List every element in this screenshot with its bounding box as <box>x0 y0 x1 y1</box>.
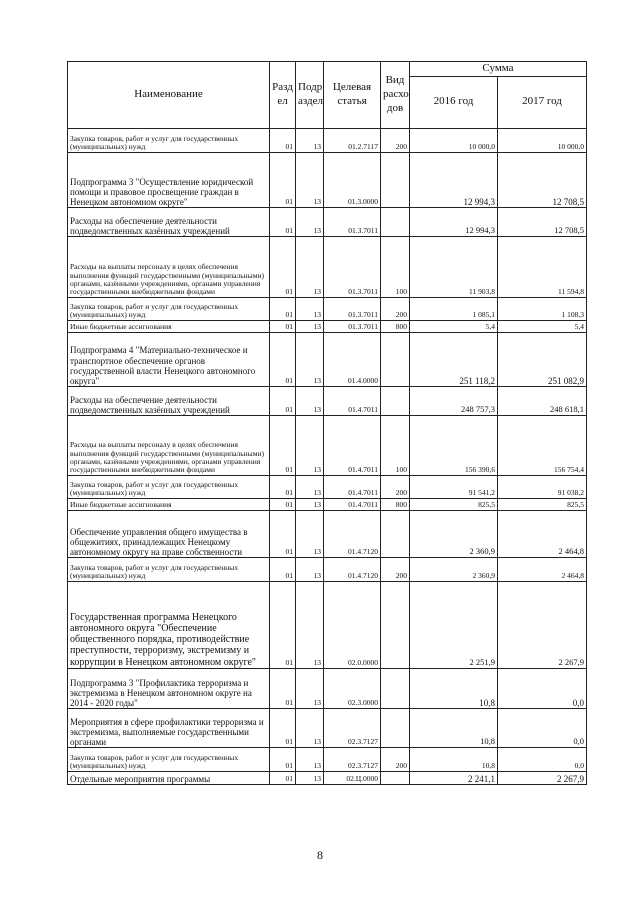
table-row <box>68 668 587 708</box>
cell-sum-2016: 10 000,0 <box>410 128 498 152</box>
table-row <box>68 320 587 332</box>
cell-expense-type: 200 <box>381 128 410 152</box>
table-body <box>68 128 587 784</box>
cell-section: 01 <box>270 236 296 297</box>
cell-subsection: 13 <box>296 332 324 386</box>
cell-sum-2017: 12 708,5 <box>498 207 587 236</box>
cell-target-article: 01.4.7120 <box>324 557 381 581</box>
cell-expense-type: 100 <box>381 236 410 297</box>
cell-sum-2016: 91 541,2 <box>410 475 498 498</box>
table-row <box>68 415 587 475</box>
cell-sum-2017: 2 267,9 <box>498 771 587 784</box>
cell-sum-2016: 11 903,8 <box>410 236 498 297</box>
header-year-2016: 2016 год <box>410 76 498 128</box>
cell-section: 01 <box>270 207 296 236</box>
cell-section: 01 <box>270 415 296 475</box>
cell-expense-type <box>381 510 410 557</box>
cell-name: Расходы на выплаты персоналу в целях обеспечения выполнения функций государственными (муниципальными) органами, казёнными учреждениями, органами управления государственными внебюджетными фондами <box>68 415 270 475</box>
cell-subsection: 13 <box>296 498 324 510</box>
cell-subsection: 13 <box>296 747 324 771</box>
table-row <box>68 475 587 498</box>
cell-target-article: 01.4.0000 <box>324 332 381 386</box>
cell-subsection: 13 <box>296 152 324 207</box>
table-row <box>68 557 587 581</box>
cell-name: Иные бюджетные ассигнования <box>68 320 270 332</box>
cell-target-article: 01.4.7011 <box>324 498 381 510</box>
table-row <box>68 708 587 747</box>
cell-name: Иные бюджетные ассигнования <box>68 498 270 510</box>
cell-sum-2017: 5,4 <box>498 320 587 332</box>
cell-sum-2016: 10,8 <box>410 747 498 771</box>
cell-sum-2016: 10,8 <box>410 668 498 708</box>
cell-target-article: 02.3.7127 <box>324 708 381 747</box>
cell-sum-2016: 2 360,9 <box>410 510 498 557</box>
cell-section: 01 <box>270 668 296 708</box>
cell-name: Закупка товаров, работ и услуг для государственных (муниципальных) нужд <box>68 128 270 152</box>
cell-expense-type <box>381 207 410 236</box>
cell-section: 01 <box>270 297 296 320</box>
cell-section: 01 <box>270 771 296 784</box>
cell-sum-2016: 10,8 <box>410 708 498 747</box>
cell-sum-2016: 825,5 <box>410 498 498 510</box>
cell-expense-type: 200 <box>381 297 410 320</box>
cell-sum-2017: 0,0 <box>498 708 587 747</box>
cell-target-article: 01.4.7011 <box>324 415 381 475</box>
cell-section: 01 <box>270 510 296 557</box>
table-row <box>68 297 587 320</box>
cell-expense-type <box>381 386 410 415</box>
cell-target-article: 01.4.7011 <box>324 475 381 498</box>
cell-sum-2016: 251 118,2 <box>410 332 498 386</box>
cell-expense-type <box>381 332 410 386</box>
cell-subsection: 13 <box>296 668 324 708</box>
cell-subsection: 13 <box>296 386 324 415</box>
cell-sum-2016: 248 757,3 <box>410 386 498 415</box>
cell-subsection: 13 <box>296 557 324 581</box>
table-row <box>68 207 587 236</box>
cell-subsection: 13 <box>296 297 324 320</box>
cell-section: 01 <box>270 386 296 415</box>
cell-sum-2017: 248 618,1 <box>498 386 587 415</box>
cell-sum-2017: 825,5 <box>498 498 587 510</box>
table-row <box>68 152 587 207</box>
cell-expense-type <box>381 708 410 747</box>
budget-table <box>67 61 587 785</box>
cell-target-article: 01.2.7117 <box>324 128 381 152</box>
cell-sum-2016: 156 390,6 <box>410 415 498 475</box>
cell-target-article: 01.3.7011 <box>324 297 381 320</box>
table-row <box>68 386 587 415</box>
cell-sum-2017: 12 708,5 <box>498 152 587 207</box>
cell-target-article: 01.3.7011 <box>324 236 381 297</box>
cell-expense-type: 200 <box>381 747 410 771</box>
cell-sum-2016: 2 241,1 <box>410 771 498 784</box>
header-target: Целевая статья <box>324 62 381 129</box>
cell-sum-2016: 12 994,3 <box>410 152 498 207</box>
cell-target-article: 01.4.7120 <box>324 510 381 557</box>
cell-subsection: 13 <box>296 708 324 747</box>
table-row <box>68 771 587 784</box>
cell-section: 01 <box>270 332 296 386</box>
cell-sum-2017: 11 594,8 <box>498 236 587 297</box>
cell-name: Расходы на обеспечение деятельности подведомственных казённых учреждений <box>68 386 270 415</box>
cell-name: Расходы на выплаты персоналу в целях обеспечения выполнения функций государственными (муниципальными) органами, казёнными учреждениями, органами управления государственными внебюджетными фондами <box>68 236 270 297</box>
cell-sum-2017: 251 082,9 <box>498 332 587 386</box>
cell-target-article: 01.3.7011 <box>324 207 381 236</box>
cell-name: Подпрограмма 4 "Материально-техническое и транспортное обеспечение органов государственной власти Ненецкого автономного округа" <box>68 332 270 386</box>
header-name: Наименование <box>68 62 270 129</box>
cell-name: Мероприятия в сфере профилактики терроризма и экстремизма, выполняемые государственными органами <box>68 708 270 747</box>
table-row <box>68 498 587 510</box>
cell-expense-type <box>381 668 410 708</box>
cell-expense-type: 200 <box>381 475 410 498</box>
cell-name: Государственная программа Ненецкого автономного округа "Обеспечение общественного порядка, противодействие преступности, терроризму, экстремизму и коррупции в Ненецком автономном округе" <box>68 581 270 668</box>
cell-expense-type: 800 <box>381 498 410 510</box>
header-year-2017: 2017 год <box>498 76 587 128</box>
cell-sum-2017: 91 038,2 <box>498 475 587 498</box>
cell-name: Закупка товаров, работ и услуг для государственных (муниципальных) нужд <box>68 747 270 771</box>
cell-subsection: 13 <box>296 207 324 236</box>
cell-sum-2016: 1 085,1 <box>410 297 498 320</box>
cell-section: 01 <box>270 747 296 771</box>
cell-name: Подпрограмма 3 "Профилактика терроризма и экстремизма в Ненецком автономном округе на 2014 - 2020 годы" <box>68 668 270 708</box>
cell-target-article: 01.4.7011 <box>324 386 381 415</box>
cell-target-article: 02.3.7127 <box>324 747 381 771</box>
cell-subsection: 13 <box>296 128 324 152</box>
table-row <box>68 510 587 557</box>
cell-section: 01 <box>270 128 296 152</box>
cell-name: Обеспечение управления общего имущества в общежитиях, принадлежащих Ненецкому автономному округу на праве собственности <box>68 510 270 557</box>
header-type: Вид расхо дов <box>381 62 410 129</box>
cell-sum-2016: 5,4 <box>410 320 498 332</box>
table-row <box>68 128 587 152</box>
header-sum: Сумма <box>410 62 587 77</box>
cell-target-article: 01.3.0000 <box>324 152 381 207</box>
cell-target-article: 02.Ц.0000 <box>324 771 381 784</box>
cell-sum-2017: 10 000,0 <box>498 128 587 152</box>
cell-sum-2016: 2 360,9 <box>410 557 498 581</box>
cell-expense-type <box>381 581 410 668</box>
cell-section: 01 <box>270 581 296 668</box>
cell-expense-type: 100 <box>381 415 410 475</box>
cell-sum-2016: 12 994,3 <box>410 207 498 236</box>
cell-expense-type: 800 <box>381 320 410 332</box>
table-row <box>68 581 587 668</box>
cell-sum-2017: 0,0 <box>498 747 587 771</box>
header-subsection: Подр аздел <box>296 62 324 129</box>
cell-name: Расходы на обеспечение деятельности подведомственных казённых учреждений <box>68 207 270 236</box>
cell-subsection: 13 <box>296 236 324 297</box>
cell-sum-2017: 2 267,9 <box>498 581 587 668</box>
cell-subsection: 13 <box>296 415 324 475</box>
cell-target-article: 02.3.0000 <box>324 668 381 708</box>
cell-name: Подпрограмма 3 "Осуществление юридической помощи и правовое просвещение граждан в Ненецком автономном округе" <box>68 152 270 207</box>
table-row <box>68 332 587 386</box>
cell-expense-type: 200 <box>381 557 410 581</box>
cell-subsection: 13 <box>296 581 324 668</box>
cell-section: 01 <box>270 320 296 332</box>
cell-subsection: 13 <box>296 510 324 557</box>
cell-section: 01 <box>270 498 296 510</box>
cell-sum-2017: 156 754,4 <box>498 415 587 475</box>
cell-sum-2017: 1 108,3 <box>498 297 587 320</box>
cell-subsection: 13 <box>296 475 324 498</box>
header-section: Разд ел <box>270 62 296 129</box>
table-row <box>68 747 587 771</box>
page-number: 8 <box>317 848 323 862</box>
table-row <box>68 236 587 297</box>
cell-section: 01 <box>270 708 296 747</box>
cell-sum-2017: 0,0 <box>498 668 587 708</box>
cell-name: Отдельные мероприятия программы <box>68 771 270 784</box>
cell-subsection: 13 <box>296 771 324 784</box>
cell-section: 01 <box>270 475 296 498</box>
cell-target-article: 01.3.7011 <box>324 320 381 332</box>
cell-subsection: 13 <box>296 320 324 332</box>
cell-name: Закупка товаров, работ и услуг для государственных (муниципальных) нужд <box>68 475 270 498</box>
cell-target-article: 02.0.0000 <box>324 581 381 668</box>
cell-section: 01 <box>270 152 296 207</box>
cell-sum-2016: 2 251,9 <box>410 581 498 668</box>
cell-sum-2017: 2 464,8 <box>498 510 587 557</box>
cell-section: 01 <box>270 557 296 581</box>
cell-expense-type <box>381 771 410 784</box>
cell-name: Закупка товаров, работ и услуг для государственных (муниципальных) нужд <box>68 297 270 320</box>
cell-name: Закупка товаров, работ и услуг для государственных (муниципальных) нужд <box>68 557 270 581</box>
cell-expense-type <box>381 152 410 207</box>
cell-sum-2017: 2 464,8 <box>498 557 587 581</box>
